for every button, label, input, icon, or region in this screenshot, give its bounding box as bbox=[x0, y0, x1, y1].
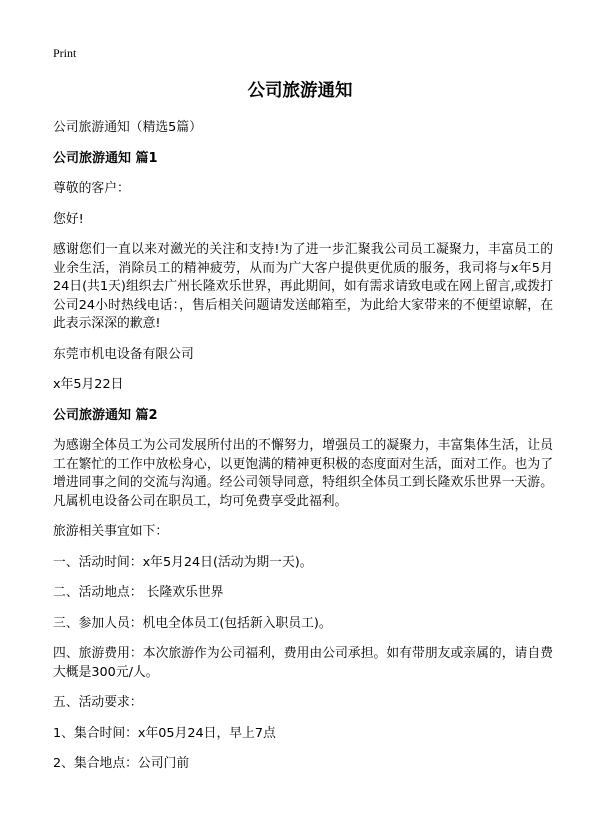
detail-time: 一、活动时间：x年5月24日(活动为期一天)。 bbox=[53, 554, 313, 570]
detail-location: 二、活动地点： 长隆欢乐世界 bbox=[53, 585, 224, 600]
signature-date: x年5月22日 bbox=[53, 377, 124, 392]
requirement-gather-place: 2、集合地点：公司门前 bbox=[53, 756, 190, 771]
requirement-gather-time: 1、集合时间：x年05月24日，早上7点 bbox=[53, 725, 276, 741]
print-link[interactable]: Print bbox=[53, 46, 77, 60]
greeting: 您好! bbox=[53, 211, 84, 227]
details-intro: 旅游相关事宜如下： bbox=[53, 524, 169, 539]
section-heading-2: 公司旅游通知 篇2 bbox=[53, 407, 158, 423]
document-title: 公司旅游通知 bbox=[247, 81, 353, 101]
notice-paragraph: 感谢您们一直以来对瀲光的关注和支持!为了进一步汇聚我公司员工凝聚力，丰富员工的业余生活，消除员工的精神疲劳，从而为广大客户提供更优质的服务，我司将与x年5月24日(共1天)组织去广州长隆欢乐世界，再此期间，如有需求请致电或在网上留言,或拨打公司24小时热线电话：，售后相关问题请发送邮箱至，为此给大家带来的不便望谅解，在此表示深深的歉意! bbox=[53, 242, 553, 331]
document-subtitle: 公司旅游通知（精选5篇） bbox=[53, 120, 202, 135]
section-heading-1: 公司旅游通知 篇1 bbox=[53, 150, 158, 166]
document-body bbox=[53, 119, 553, 786]
company-signature: 东莞市机电设备有限公司 bbox=[53, 346, 194, 362]
detail-cost: 四、旅游费用：本次旅游作为公司福利，费用由公司承担。如有带朋友或亲属的，请自费大概是300元/人。 bbox=[53, 646, 553, 680]
salutation: 尊敬的客户： bbox=[53, 181, 130, 196]
detail-requirements: 五、活动要求： bbox=[53, 695, 143, 710]
intro-paragraph: 为感谢全体员工为公司发展所付出的不懈努力，增强员工的凝聚力，丰富集体生活，让员工在繁忙的工作中放松身心，以更饱满的精神更积极的态度面对生活，面对工作。也为了增进同事之间的交流与沟通。经公司领导同意，特组织全体员工到长隆欢乐世界一天游。凡属机电设备公司在职员工，均可免费享受此福利。 bbox=[53, 438, 553, 509]
detail-participants: 三、参加人员：机电全体员工(包括新入职员工)。 bbox=[53, 615, 332, 631]
